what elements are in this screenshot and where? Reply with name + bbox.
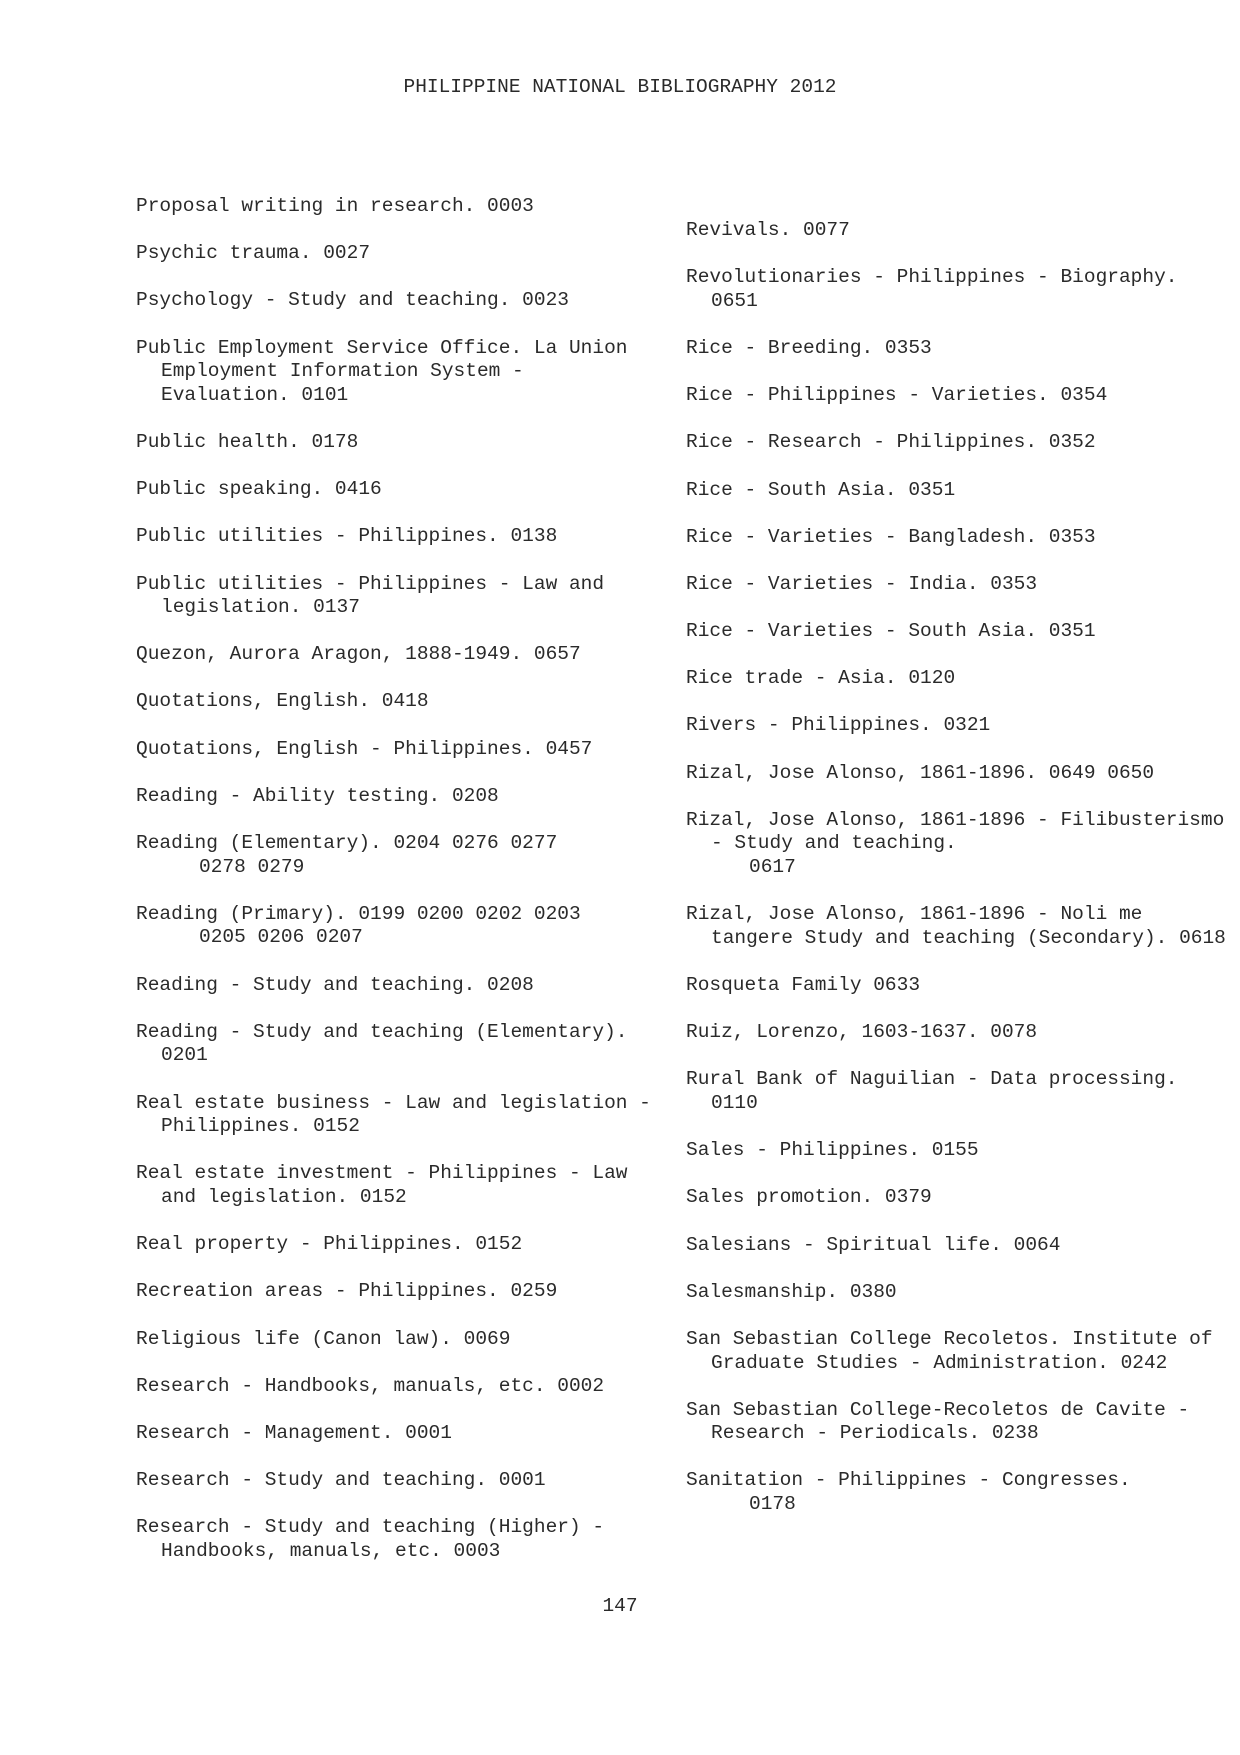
index-entry — [686, 1399, 1226, 1446]
entry-heading: Real property - Philippines. 0152 — [136, 1233, 523, 1256]
index-entry — [686, 903, 1226, 950]
index-entry — [686, 620, 1226, 644]
index-entry — [686, 1139, 1226, 1163]
index-entry — [136, 690, 656, 714]
index-entry — [686, 266, 1226, 313]
running-title: PHILIPPINE NATIONAL BIBLIOGRAPHY 2012 — [403, 76, 837, 98]
entry-continuation: 0617 — [749, 856, 796, 879]
entry-heading: Reading - Ability testing. 0208 — [136, 784, 499, 807]
index-entry — [136, 1021, 656, 1068]
index-entry — [686, 1021, 1226, 1045]
index-entry — [136, 1328, 656, 1352]
entry-continuation: 0178 — [749, 1493, 796, 1516]
entry-heading: Rivers - Philippines. 0321 — [686, 714, 991, 737]
entry-heading: Revivals. 0077 — [686, 219, 850, 241]
index-entry — [136, 643, 656, 667]
entry-heading: Rizal, Jose Alonso, 1861-1896. 0649 0650 — [686, 761, 1155, 784]
entry-heading: Reading - Study and teaching. 0208 — [136, 973, 534, 996]
index-entry — [136, 903, 656, 950]
entry-heading: Quotations, English. 0418 — [136, 690, 429, 713]
entry-heading: Salesmanship. 0380 — [686, 1280, 897, 1303]
entry-heading: Rice - Varieties - Bangladesh. 0353 — [686, 525, 1096, 548]
index-entry — [136, 1375, 656, 1399]
entry-heading: Revolutionaries - Philippines - Biography. 0651 — [686, 266, 1190, 312]
entry-heading: San Sebastian College Recoletos. Institute of Graduate Studies - Administration. 0242 — [686, 1327, 1225, 1374]
entry-heading: Rice - Breeding. 0353 — [686, 336, 932, 359]
index-entry — [136, 242, 656, 266]
index-entry — [136, 195, 656, 219]
entry-heading: Quotations, English - Philippines. 0457 — [136, 737, 593, 760]
entry-heading: Sales - Philippines. 0155 — [686, 1139, 979, 1162]
entry-heading: Rizal, Jose Alonso, 1861-1896 - Noli me tangere Study and teaching (Secondary). 0618 — [686, 903, 1226, 949]
index-entry — [686, 526, 1226, 550]
entry-heading: Sanitation - Philippines - Congresses. — [686, 1469, 1131, 1492]
entry-heading: Rosqueta Family 0633 — [686, 974, 921, 996]
index-entry — [136, 525, 656, 549]
entry-heading: Salesians - Spiritual life. 0064 — [686, 1233, 1061, 1256]
index-entry — [686, 431, 1226, 455]
entry-heading: Rice - Philippines - Varieties. 0354 — [686, 384, 1108, 407]
index-entry — [136, 289, 656, 313]
index-entry — [136, 1422, 656, 1446]
entry-heading: Rice - Varieties - India. 0353 — [686, 572, 1038, 595]
index-entry — [136, 337, 656, 408]
index-entry — [686, 762, 1226, 786]
entry-heading: Research - Management. 0001 — [136, 1421, 452, 1444]
entry-heading: Religious life (Canon law). 0069 — [136, 1327, 511, 1350]
entry-heading: Public utilities - Philippines - Law and legislation. 0137 — [136, 572, 616, 619]
entry-heading: Proposal writing in research. 0003 — [136, 195, 534, 217]
index-entry — [686, 974, 1226, 998]
entry-continuation: 0205 0206 0207 — [199, 926, 363, 949]
index-entry — [136, 974, 656, 998]
index-entry — [686, 1186, 1226, 1210]
index-entry — [686, 1469, 1226, 1516]
index-entry — [136, 1233, 656, 1257]
index-entry — [686, 1281, 1226, 1305]
index-entry — [136, 1280, 656, 1304]
entry-heading: Reading - Study and teaching (Elementary). 0201 — [136, 1020, 640, 1067]
entry-heading: Ruiz, Lorenzo, 1603-1637. 0078 — [686, 1021, 1038, 1044]
entry-heading: Rural Bank of Naguilian - Data processing. 0110 — [686, 1068, 1190, 1114]
entry-heading: Rice - Varieties - South Asia. 0351 — [686, 620, 1096, 643]
index-entry — [686, 808, 1236, 880]
entry-heading: Research - Handbooks, manuals, etc. 0002 — [136, 1374, 605, 1397]
entry-heading: Public health. 0178 — [136, 430, 359, 453]
index-entry — [686, 1234, 1226, 1258]
index-column-left — [136, 195, 663, 1587]
page-number: 147 — [602, 1595, 638, 1617]
index-entry — [686, 714, 1226, 738]
entry-heading: Public utilities - Philippines. 0138 — [136, 525, 558, 548]
index-entry — [136, 478, 656, 502]
entry-heading: Rice - Research - Philippines. 0352 — [686, 431, 1096, 454]
index-entry — [136, 1516, 656, 1563]
index-entry — [136, 1469, 656, 1493]
entry-heading: Research - Study and teaching (Higher) - Handbooks, manuals, etc. 0003 — [136, 1516, 616, 1562]
entry-heading: Reading (Primary). 0199 0200 0202 0203 — [136, 902, 581, 925]
entry-heading: Recreation areas - Philippines. 0259 — [136, 1280, 558, 1303]
index-entry — [686, 337, 1226, 361]
index-entry — [686, 667, 1226, 691]
entry-heading: Real estate business - Law and legislation - Philippines. 0152 — [136, 1091, 663, 1138]
index-entry — [136, 738, 656, 762]
index-entry — [136, 431, 656, 455]
entry-heading: Psychic trauma. 0027 — [136, 242, 371, 265]
entry-heading: Real estate investment - Philippines - Law and legislation. 0152 — [136, 1162, 640, 1208]
entry-continuation: 0278 0279 — [199, 855, 305, 878]
entry-heading: Reading (Elementary). 0204 0276 0277 — [136, 832, 558, 855]
index-entry — [136, 785, 656, 809]
index-entry — [136, 573, 656, 620]
entry-heading: Rice - South Asia. 0351 — [686, 478, 956, 501]
entry-heading: Public speaking. 0416 — [136, 478, 382, 501]
entry-heading: Research - Study and teaching. 0001 — [136, 1469, 546, 1492]
entry-heading: San Sebastian College-Recoletos de Cavite - Research - Periodicals. 0238 — [686, 1398, 1201, 1445]
index-entry — [136, 1091, 663, 1139]
entry-heading: Sales promotion. 0379 — [686, 1186, 932, 1209]
index-entry — [686, 219, 1226, 243]
entry-heading: Public Employment Service Office. La Union Employment Information System - Evaluation. 0101 — [136, 336, 640, 406]
index-entry — [136, 1162, 656, 1209]
entry-heading: Rice trade - Asia. 0120 — [686, 667, 956, 690]
entry-heading: Psychology - Study and teaching. 0023 — [136, 289, 569, 312]
index-entry — [136, 832, 656, 879]
entry-heading: Quezon, Aurora Aragon, 1888-1949. 0657 — [136, 643, 581, 666]
index-entry — [686, 384, 1226, 408]
entry-heading: Rizal, Jose Alonso, 1861-1896 - Filibusterismo - Study and teaching. — [686, 808, 1236, 855]
index-column-right — [686, 219, 1236, 1540]
index-entry — [686, 479, 1226, 503]
index-entry — [686, 1328, 1226, 1375]
index-entry — [686, 573, 1226, 597]
index-entry — [686, 1068, 1226, 1115]
